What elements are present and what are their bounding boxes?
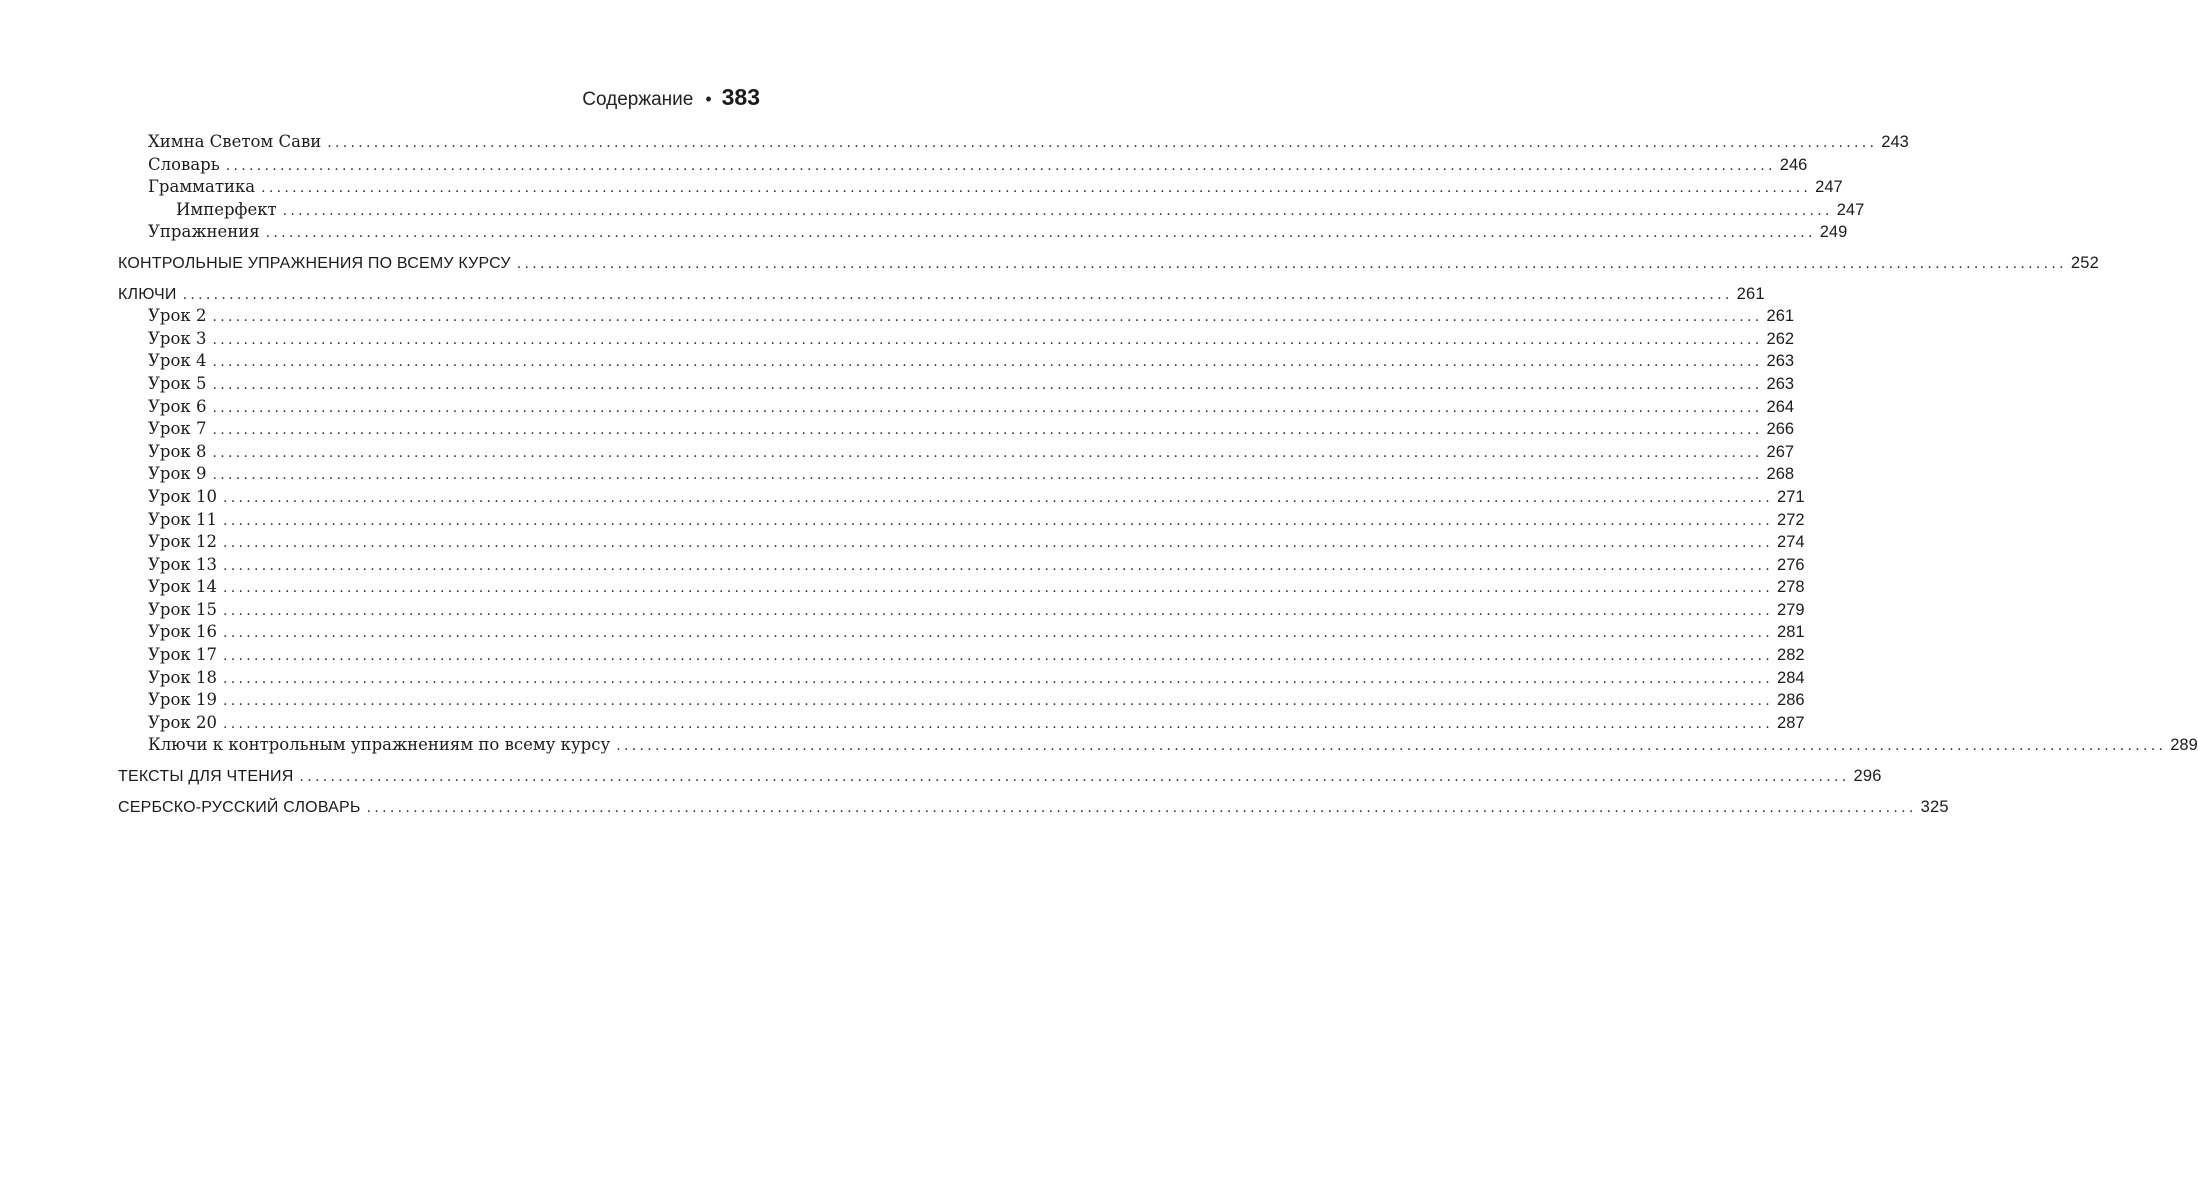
toc-entry-page: 286 [1777, 691, 1805, 710]
toc-entry [118, 644, 1805, 667]
toc-entry-title: Ключи к контрольным упражнениям по всему курсу [148, 735, 611, 755]
toc-entry [118, 621, 1805, 644]
dot-leader: ........................................................................................................................................................................................................ [265, 225, 1816, 242]
dot-leader: ........................................................................................................................................................................................................ [516, 255, 2067, 272]
toc-entry [118, 689, 1805, 712]
toc-entry-title: КОНТРОЛЬНЫЕ УПРАЖНЕНИЯ ПО ВСЕМУ КУРСУ [118, 254, 511, 272]
dot-leader: ........................................................................................................................................................................................................ [212, 444, 1763, 461]
table-of-contents [118, 131, 2198, 818]
dot-leader: ........................................................................................................................................................................................................ [616, 738, 2167, 755]
toc-entry-page: 279 [1777, 600, 1805, 619]
toc-entry-title: Урок 12 [148, 532, 217, 552]
toc-entry-page: 276 [1777, 555, 1805, 574]
toc-entry-page: 284 [1777, 668, 1805, 687]
dot-leader: ........................................................................................................................................................................................................ [212, 309, 1763, 326]
toc-entry-page: 246 [1779, 155, 1808, 174]
toc-entry [118, 441, 1795, 464]
toc-entry-title: Урок 19 [148, 690, 217, 710]
toc-entry [118, 712, 1805, 735]
toc-entry [118, 531, 1805, 554]
toc-entry-page: 296 [1853, 767, 1882, 786]
toc-entry-page: 267 [1766, 442, 1795, 461]
toc-entry-page: 252 [2070, 253, 2099, 272]
toc-entry-title: Урок 18 [148, 667, 217, 687]
toc-entry [118, 486, 1805, 509]
toc-entry [118, 667, 1805, 690]
dot-leader: ........................................................................................................................................................................................................ [366, 799, 1917, 816]
dot-leader: ........................................................................................................................................................................................................ [327, 135, 1878, 151]
dot-leader: ........................................................................................................................................................................................................ [261, 180, 1812, 197]
dot-leader: ........................................................................................................................................................................................................ [225, 157, 1776, 174]
page-number: 383 [721, 84, 760, 110]
toc-entry-title: Урок 15 [148, 599, 217, 619]
toc-entry-title: Химна Светом Сави [148, 132, 322, 151]
toc-entry [118, 796, 1949, 819]
toc-entry-title: Урок 2 [148, 306, 207, 326]
dot-leader: ........................................................................................................................................................................................................ [299, 769, 1850, 786]
toc-entry [118, 305, 1795, 328]
toc-entry-page: 287 [1777, 713, 1805, 732]
toc-entry-page: 266 [1766, 420, 1795, 439]
toc-entry-page: 282 [1777, 646, 1805, 665]
toc-entry-title: Урок 8 [148, 441, 207, 461]
dot-leader: ........................................................................................................................................................................................................ [212, 331, 1763, 348]
dot-leader: ........................................................................................................................................................................................................ [282, 202, 1833, 219]
toc-entry-page: 249 [1819, 223, 1848, 242]
toc-entry-title: ТЕКСТЫ ДЛЯ ЧТЕНИЯ [118, 768, 294, 786]
dot-leader: ........................................................................................................................................................................................................ [222, 693, 1774, 710]
toc-entry-page: 268 [1766, 465, 1795, 484]
toc-entry [118, 328, 1795, 351]
toc-entry-title: КЛЮЧИ [118, 285, 177, 303]
toc-entry [118, 509, 1805, 532]
toc-entry-page: 247 [1836, 200, 1865, 219]
toc-entry-title: Урок 6 [148, 396, 207, 416]
toc-entry [118, 576, 1805, 599]
toc-entry-page: 278 [1777, 578, 1805, 597]
toc-entry [118, 554, 1805, 577]
dot-leader: ........................................................................................................................................................................................................ [222, 489, 1774, 506]
toc-entry-page: 274 [1777, 533, 1805, 552]
toc-entry-title: Урок 16 [148, 622, 217, 642]
toc-entry-title: Урок 3 [148, 328, 207, 348]
toc-entry-title: Урок 10 [148, 486, 217, 506]
toc-entry-page: 247 [1815, 178, 1843, 197]
bullet-separator: • [705, 89, 712, 109]
toc-entry-page: 264 [1766, 397, 1795, 416]
toc-entry [118, 283, 1765, 306]
toc-entry-page: 261 [1736, 284, 1765, 303]
toc-entry-title: Имперфект [176, 199, 277, 219]
dot-leader: ........................................................................................................................................................................................................ [222, 580, 1774, 597]
dot-leader: ........................................................................................................................................................................................................ [222, 602, 1774, 619]
toc-entry-page: 289 [2170, 736, 2198, 755]
dot-leader: ........................................................................................................................................................................................................ [212, 399, 1763, 416]
toc-entry-page: 262 [1766, 329, 1795, 348]
dot-leader: ........................................................................................................................................................................................................ [222, 512, 1774, 529]
toc-entry-page: 325 [1920, 797, 1949, 816]
toc-entry-title: Урок 5 [148, 373, 207, 393]
toc-entry-title: СЕРБСКО-РУССКИЙ СЛОВАРЬ [118, 798, 361, 816]
toc-entry [118, 176, 1843, 199]
toc-entry-page: 261 [1766, 307, 1795, 326]
toc-entry [118, 131, 1909, 154]
toc-entry-title: Урок 11 [148, 509, 217, 529]
toc-entry-title: Урок 7 [148, 419, 207, 439]
toc-entry-title: Упражнения [148, 222, 260, 242]
dot-leader: ........................................................................................................................................................................................................ [222, 535, 1774, 552]
section-title: Содержание [582, 89, 694, 110]
toc-entry [118, 154, 1808, 177]
toc-entry-page: 243 [1881, 133, 1909, 151]
toc-entry-title: Урок 4 [148, 351, 207, 371]
dot-leader: ........................................................................................................................................................................................................ [222, 670, 1774, 687]
toc-entry-title: Урок 17 [148, 645, 217, 665]
toc-entry [118, 221, 1848, 244]
toc-entry-title: Урок 20 [148, 712, 217, 732]
toc-entry [118, 765, 1882, 788]
toc-entry [118, 599, 1805, 622]
dot-leader: ........................................................................................................................................................................................................ [222, 715, 1774, 732]
dot-leader: ........................................................................................................................................................................................................ [222, 625, 1774, 642]
dot-leader: ........................................................................................................................................................................................................ [182, 286, 1733, 303]
toc-entry-page: 263 [1766, 352, 1795, 371]
toc-entry [118, 734, 2198, 757]
toc-entry-page: 272 [1777, 510, 1805, 529]
dot-leader: ........................................................................................................................................................................................................ [212, 467, 1763, 484]
toc-entry [118, 418, 1795, 441]
toc-entry [118, 252, 2099, 275]
toc-entry [118, 350, 1795, 373]
dot-leader: ........................................................................................................................................................................................................ [222, 557, 1774, 574]
toc-entry [118, 463, 1795, 486]
dot-leader: ........................................................................................................................................................................................................ [212, 354, 1763, 371]
toc-entry [118, 199, 1865, 222]
running-head [582, 84, 760, 114]
toc-entry-page: 263 [1766, 374, 1795, 393]
dot-leader: ........................................................................................................................................................................................................ [212, 422, 1763, 439]
toc-entry-title: Урок 14 [148, 577, 217, 597]
toc-entry [118, 396, 1795, 419]
toc-entry-page: 271 [1777, 487, 1805, 506]
toc-entry-title: Словарь [148, 154, 220, 174]
toc-entry-title: Грамматика [148, 177, 256, 197]
toc-entry-page: 281 [1777, 623, 1805, 642]
dot-leader: ........................................................................................................................................................................................................ [222, 648, 1774, 665]
toc-entry-title: Урок 13 [148, 554, 217, 574]
toc-entry-title: Урок 9 [148, 464, 207, 484]
toc-entry [118, 373, 1795, 396]
dot-leader: ........................................................................................................................................................................................................ [212, 376, 1763, 393]
